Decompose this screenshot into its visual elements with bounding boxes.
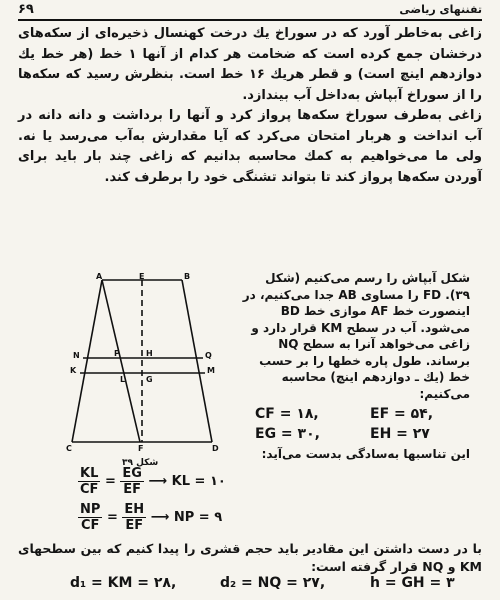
paragraph-1: زاغی به‌خاطر آورد که در سوراخ یك درخت کهنسال ذخیره‌ای از سکه‌های درخشان جمع کرده است که ضخامت هر کدام از آنها ۱ خط (هر خط یك دوازدهم اینچ است) و قطر هریك ۱۶ خط است. بنظرش رسید که سکه‌ها را از سوراخ آبپاش به‌داخل آب بیندازد. bbox=[18, 26, 482, 103]
book-title: تفننهای ریاضی bbox=[399, 3, 482, 16]
label-m: M bbox=[207, 366, 215, 375]
proportion-kl: $\frac{KL}{CF}$ = $\frac{EG}{EF}$ ⟶ KL = ۱۰ bbox=[80, 466, 226, 497]
value-eg: EG = ۳۰, bbox=[255, 426, 320, 442]
label-p: P bbox=[114, 349, 120, 358]
label-k: K bbox=[70, 366, 77, 375]
segment-bd bbox=[182, 280, 212, 442]
segment-af bbox=[102, 280, 140, 442]
eq2-lhs-den: CF bbox=[81, 518, 100, 533]
eq2-lhs-num: NP bbox=[80, 502, 101, 517]
figure-39 bbox=[62, 270, 237, 474]
label-l: L bbox=[120, 375, 126, 384]
proportions-intro: این تناسبها به‌سادگی بدست می‌آید: bbox=[261, 447, 470, 461]
dim-d1: d₁ = KM = ۲۸, bbox=[70, 575, 177, 591]
eq1-rhs-num: EG bbox=[122, 466, 142, 481]
dim-h: h = GH = ۳ bbox=[370, 575, 455, 591]
eq1-rhs-den: EF bbox=[123, 482, 142, 497]
intro-text bbox=[18, 24, 482, 188]
paragraph-2: زاغی به‌طرف سوراخ سکه‌ها پرواز کرد و آنها را برداشت و دانه دانه در آب انداخت و هربار امتحان می‌کرد که آیا مقدارش به‌آب می‌رسد یا نه. ولی ما می‌خواهیم به کمك محاسبه بدانیم که زاغی چند بار باید برای آوردن سکه‌ها پرواز کند تا بتواند تشنگی خود را برطرف کند. bbox=[18, 108, 482, 185]
label-n: N bbox=[73, 351, 80, 360]
eq1-result: KL = ۱۰ bbox=[171, 474, 226, 489]
eq1-lhs-den: CF bbox=[80, 482, 99, 497]
watering-can-diagram bbox=[62, 270, 237, 470]
page-header bbox=[18, 2, 482, 20]
dim-d2: d₂ = NQ = ۲۷, bbox=[220, 575, 326, 591]
header-rule bbox=[18, 19, 482, 21]
label-q: Q bbox=[205, 351, 212, 360]
label-c: C bbox=[66, 444, 72, 453]
eq2-result: NP = ۹ bbox=[173, 510, 223, 525]
label-f: F bbox=[138, 444, 144, 453]
arrow-icon: ⟶ bbox=[150, 510, 170, 525]
figure-caption: شکل ۳۹ bbox=[122, 458, 159, 468]
label-h: H bbox=[146, 349, 153, 358]
side-explanation: شکل آبپاش را رسم می‌کنیم (شکل ۳۹). FD را مساوی AB جدا می‌کنیم، در اینصورت خط AF موازی خط BD می‌شود. آب در سطح KM قرار دارد و زاغی می‌خواهد آنرا به سطح NQ برساند. طول پاره خطها را بر حسب خط (یك ـ دوازدهم اینچ) محاسبه می‌کنیم: bbox=[242, 271, 470, 401]
label-e: E bbox=[139, 272, 145, 281]
eq2-rhs-den: EF bbox=[125, 518, 144, 533]
label-g: G bbox=[146, 375, 153, 384]
arrow-icon: ⟶ bbox=[148, 474, 168, 489]
eq2-rhs-num: EH bbox=[124, 502, 145, 517]
label-b: B bbox=[184, 272, 191, 281]
label-d: D bbox=[212, 444, 219, 453]
value-ef: EF = ۵۴, bbox=[370, 406, 434, 422]
volume-intro: با در دست داشتن این مقادیر باید حجم قشری را پیدا کنیم که بین سطحهای KM و NQ قرار گرفته است: bbox=[18, 541, 482, 574]
page-number: ۶۹ bbox=[18, 2, 34, 17]
segment-ac bbox=[72, 280, 102, 442]
value-eh: EH = ۲۷ bbox=[370, 426, 430, 442]
eq1-lhs-num: KL bbox=[78, 466, 100, 482]
proportion-np: $\frac{NP}{CF}$ = $\frac{EH}{EF}$ ⟶ NP = ۹ bbox=[80, 502, 223, 533]
label-a: A bbox=[96, 272, 103, 281]
value-cf: CF = ۱۸, bbox=[255, 406, 319, 422]
